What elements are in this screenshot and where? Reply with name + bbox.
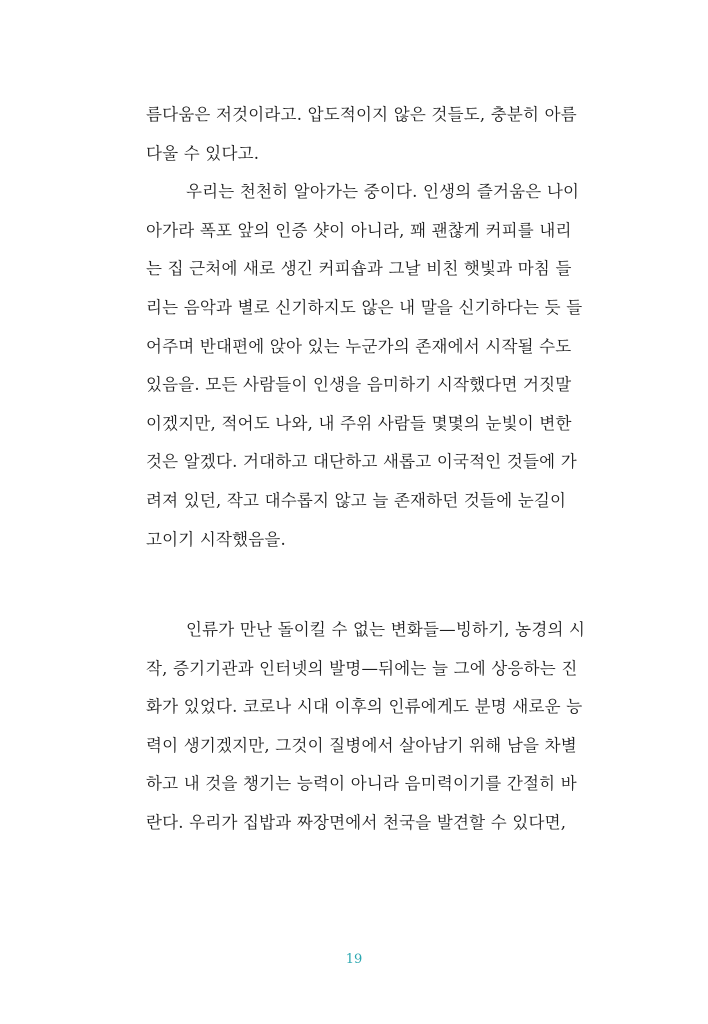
text-block-lower — [146, 611, 586, 843]
paragraph-2-line-8: 것은 알겠다. 거대하고 대단하고 새롭고 이국적인 것들에 가 — [146, 452, 577, 472]
page-number: 19 — [345, 952, 363, 967]
paragraph-2-line-1: 우리는 천천히 알아가는 중이다. 인생의 즐거움은 나이 — [186, 182, 580, 202]
paragraph-2-line-2: 아가라 폭포 앞의 인증 샷이 아니라, 꽤 괜찮게 커피를 내리 — [146, 220, 572, 240]
text-block-upper — [146, 96, 583, 559]
paragraph-3-line-1: 인류가 만난 돌이킬 수 없는 변화들—빙하기, 농경의 시 — [186, 620, 586, 639]
paragraph-3-line-3: 화가 있었다. 코로나 시대 이후의 인류에게도 분명 새로운 능 — [146, 697, 583, 717]
paragraph-2-line-5: 어주며 반대편에 앉아 있는 누군가의 존재에서 시작될 수도 — [146, 336, 572, 356]
paragraph-2-line-7: 이겠지만, 적어도 나와, 내 주위 사람들 몇몇의 눈빛이 변한 — [146, 413, 572, 433]
paragraph-2-line-9: 려져 있던, 작고 대수롭지 않고 늘 존재하던 것들에 눈길이 — [146, 490, 567, 510]
paragraph-3-line-6: 란다. 우리가 집밥과 짜장면에서 천국을 발견할 수 있다면, — [146, 812, 567, 832]
paragraph-3-line-2: 작, 증기기관과 인터넷의 발명—뒤에는 늘 그에 상응하는 진 — [146, 658, 578, 678]
paragraph-3-line-4: 력이 생기겠지만, 그것이 질병에서 살아남기 위해 남을 차별 — [146, 735, 577, 755]
paragraph-2-line-3: 는 집 근처에 새로 생긴 커피숍과 그날 비친 햇빛과 마침 들 — [146, 259, 572, 279]
paragraph-3-line-5: 하고 내 것을 챙기는 능력이 아니라 음미력이기를 간절히 바 — [146, 774, 577, 794]
paragraph-2-line-6: 있음을. 모든 사람들이 인생을 음미하기 시작했다면 거짓말 — [146, 375, 572, 395]
paragraph-2-line-10: 고이기 시작했음을. — [146, 529, 287, 549]
paragraph-1-line-1: 름다움은 저것이라고. 압도적이지 않은 것들도, 충분히 아름 — [146, 105, 577, 124]
paragraph-2-line-4: 리는 음악과 별로 신기하지도 않은 내 말을 신기하다는 듯 들 — [146, 297, 583, 317]
paragraph-1-line-2: 다울 수 있다고. — [146, 143, 260, 163]
